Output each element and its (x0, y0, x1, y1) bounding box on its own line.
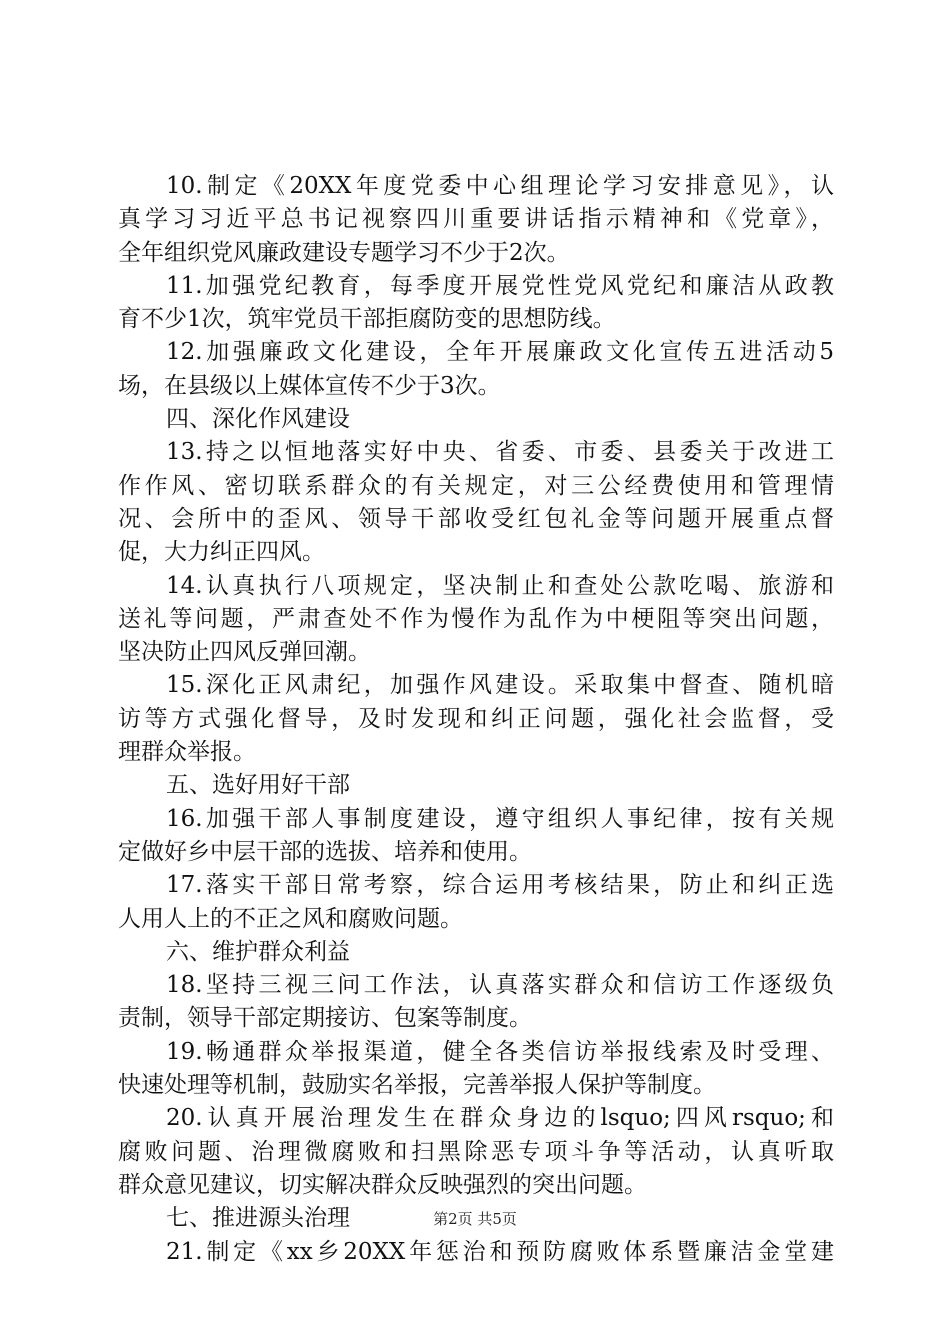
text-line: 16.加强干部人事制度建设，遵守组织人事纪律，按有关规 (166, 805, 834, 832)
text-line: 况、会所中的歪风、领导干部收受红包礼金等问题开展重点督 (118, 505, 834, 532)
text-line: 坚决防止四风反弹回潮。 (118, 639, 371, 666)
text-line: 理群众举报。 (118, 739, 256, 766)
text-line: 作作风、密切联系群众的有关规定，对三公经费使用和管理情 (118, 472, 834, 499)
text-line: 五、选好用好干部 (166, 772, 350, 799)
text-line: 15.深化正风肃纪，加强作风建设。采取集中督查、随机暗 (166, 672, 834, 699)
text-line: 育不少1次，筑牢党员干部拒腐防变的思想防线。 (118, 306, 616, 333)
text-line: 17.落实干部日常考察，综合运用考核结果，防止和纠正选 (166, 872, 834, 899)
text-line: 20.认真开展治理发生在群众身边的lsquo;四风rsquo;和 (166, 1105, 834, 1132)
text-line: 18.坚持三视三问工作法，认真落实群众和信访工作逐级负 (166, 972, 834, 999)
page-footer: 第2页 共5页 (433, 1210, 517, 1228)
text-line: 人用人上的不正之风和腐败问题。 (118, 905, 463, 932)
text-line: 全年组织党风廉政建设专题学习不少于2次。 (118, 239, 570, 266)
document-body (118, 170, 834, 1269)
text-line: 19.畅通群众举报渠道，健全各类信访举报线索及时受理、 (166, 1038, 834, 1065)
text-line: 促，大力纠正四风。 (118, 539, 325, 566)
text-line: 腐败问题、治理微腐败和扫黑除恶专项斗争等活动，认真听取 (118, 1138, 834, 1165)
text-line: 责制，领导干部定期接访、包案等制度。 (118, 1005, 532, 1032)
text-line: 11.加强党纪教育，每季度开展党性党风党纪和廉洁从政教 (166, 272, 834, 299)
text-line: 访等方式强化督导，及时发现和纠正问题，强化社会监督，受 (118, 705, 834, 732)
text-line: 场，在县级以上媒体宣传不少于3次。 (118, 372, 501, 399)
text-line: 七、推进源头治理 (166, 1205, 350, 1232)
text-line: 定做好乡中层干部的选拔、培养和使用。 (118, 838, 532, 865)
text-line: 快速处理等机制，鼓励实名举报，完善举报人保护等制度。 (118, 1072, 716, 1099)
text-line: 群众意见建议，切实解决群众反映强烈的突出问题。 (118, 1171, 647, 1198)
text-line: 10.制定《20XX年度党委中心组理论学习安排意见》，认 (166, 173, 834, 199)
text-line: 送礼等问题，严肃查处不作为慢作为乱作为中梗阻等突出问题， (118, 605, 834, 632)
text-line: 14.认真执行八项规定，坚决制止和查处公款吃喝、旅游和 (166, 572, 834, 599)
text-line: 六、维护群众利益 (166, 938, 350, 965)
text-line: 21.制定《xx乡20XX年惩治和预防腐败体系暨廉洁金堂建 (166, 1238, 834, 1265)
text-line: 真学习习近平总书记视察四川重要讲话指示精神和《党章》， (118, 206, 834, 233)
text-line: 13.持之以恒地落实好中央、省委、市委、县委关于改进工 (166, 439, 834, 466)
text-line: 四、深化作风建设 (166, 406, 350, 433)
text-line: 12.加强廉政文化建设，全年开展廉政文化宣传五进活动5 (166, 339, 834, 366)
